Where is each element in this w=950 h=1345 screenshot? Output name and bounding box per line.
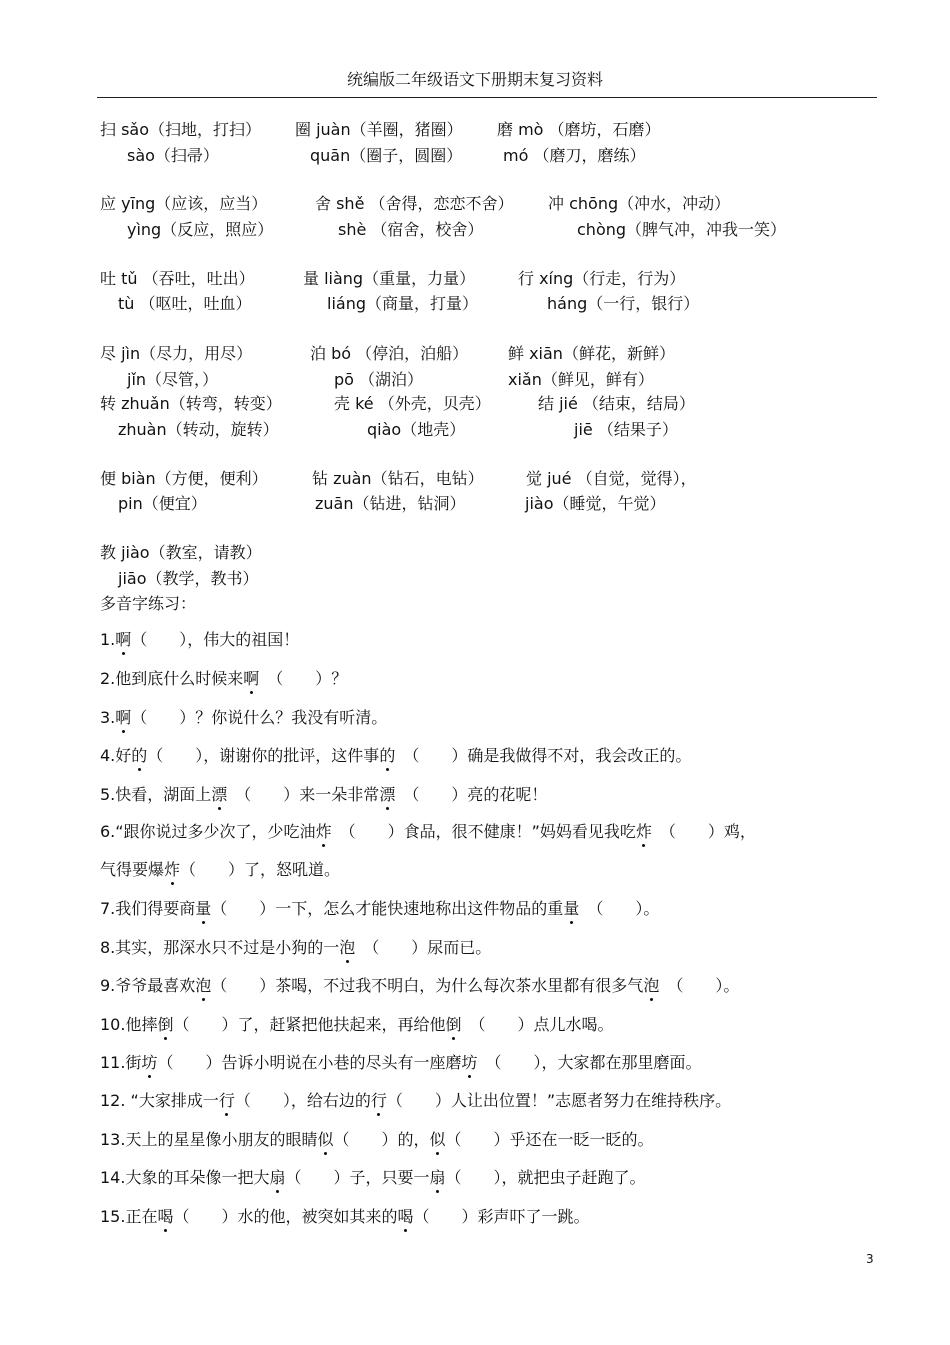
exercise-item: 1.啊（ ），伟大的祖国！ xyxy=(100,630,300,649)
entry-col1: 应 yīng（应该，应当） xyxy=(100,194,268,213)
entry-col2: 钻 zuàn（钻石，电钻） xyxy=(312,469,484,488)
exercise-item: 6.“跟你说过多少次了，少吃油炸 （ ）食品，很不健康！”妈妈看见我吃炸 （ ）鸡， xyxy=(100,822,756,841)
entry-col2: liáng（商量，打量） xyxy=(327,294,478,313)
marked-character: 倒 xyxy=(157,1015,174,1034)
entry-col3: 结 jié （结束，结局） xyxy=(538,394,695,413)
marked-character: 的 xyxy=(379,746,396,765)
marked-character: 行 xyxy=(218,1091,235,1110)
page-number: 3 xyxy=(866,1252,874,1266)
entry-col2: shè （宿舍，校舍） xyxy=(338,220,484,239)
entry-col3: mó （磨刀，磨练） xyxy=(503,146,646,165)
entry-col1: 教 jiào（教室，请教） xyxy=(100,543,262,562)
marked-character: 漂 xyxy=(211,785,228,804)
marked-character: 似 xyxy=(429,1130,446,1149)
exercise-item: 7.我们得要商量（ ）一下，怎么才能快速地称出这件物品的重量 （ ）。 xyxy=(100,899,660,918)
marked-character: 泡 xyxy=(643,976,660,995)
entry-col1: sào（扫帚） xyxy=(127,146,219,165)
entry-col3: 觉 jué （自觉，觉得）， xyxy=(526,469,697,488)
exercise-item: 10.他摔倒（ ）了，赶紧把他扶起来，再给他倒 （ ）点儿水喝。 xyxy=(100,1015,614,1034)
exercise-item: 2.他到底什么时候来啊 （ ）？ xyxy=(100,669,348,688)
entry-col1: 转 zhuǎn（转弯，转变） xyxy=(100,394,282,413)
entry-col3: jiào（睡觉，午觉） xyxy=(525,494,666,513)
exercise-item: 12. “大家排成一行（ ），给右边的行（ ）人让出位置！”志愿者努力在维持秩序。 xyxy=(100,1091,732,1110)
marked-character: 扇 xyxy=(269,1168,286,1187)
marked-character: 啊 xyxy=(243,669,260,688)
entry-col2: 圈 juàn（羊圈，猪圈） xyxy=(295,120,463,139)
entry-col1: 吐 tǔ （吞吐，吐出） xyxy=(100,269,255,288)
exercise-item: 13.天上的星星像小朋友的眼睛似（ ）的，似（ ）乎还在一眨一眨的。 xyxy=(100,1130,654,1149)
exercise-item: 4.好的（ ），谢谢你的批评，这件事的 （ ）确是我做得不对，我会改正的。 xyxy=(100,746,692,765)
marked-character: 炸 xyxy=(635,822,652,841)
entry-col1: jǐn（尽管，） xyxy=(127,370,219,389)
entry-col3: chòng（脾气冲，冲我一笑） xyxy=(577,220,787,239)
marked-character: 啊 xyxy=(115,708,132,727)
entry-col2: quān（圈子，圆圈） xyxy=(310,146,463,165)
marked-character: 喝 xyxy=(397,1207,414,1226)
marked-character: 坊 xyxy=(141,1053,158,1072)
marked-character: 泡 xyxy=(339,938,356,957)
entry-col1: tù （呕吐，吐血） xyxy=(118,294,252,313)
entry-col1: jiāo（教学，教书） xyxy=(118,569,259,588)
marked-character: 炸 xyxy=(315,822,332,841)
exercise-section-title: 多音字练习： xyxy=(100,594,197,613)
entry-col3: jiē （结果子） xyxy=(574,420,678,439)
exercise-item: 5.快看，湖面上漂 （ ）来一朵非常漂 （ ）亮的花呢！ xyxy=(100,785,548,804)
marked-character: 坊 xyxy=(461,1053,478,1072)
exercise-item: 3.啊（ ）？你说什么？我没有听清。 xyxy=(100,708,388,727)
entry-col2: 泊 bó （停泊，泊船） xyxy=(310,344,469,363)
entry-col3: 磨 mò （磨坊，石磨） xyxy=(497,120,661,139)
marked-character: 啊 xyxy=(115,630,132,649)
marked-character: 泡 xyxy=(195,976,212,995)
entry-col3: háng（一行，银行） xyxy=(547,294,700,313)
entry-col1: pin（便宜） xyxy=(118,494,207,513)
marked-character: 量 xyxy=(195,899,212,918)
entry-col1: 尽 jìn（尽力，用尽） xyxy=(100,344,253,363)
entry-col2: 舍 shě （舍得，恋恋不舍） xyxy=(315,194,514,213)
header-rule xyxy=(97,97,877,98)
exercise-item: 9.爷爷最喜欢泡（ ）茶喝，不过我不明白，为什么每次茶水里都有很多气泡 （ ）。 xyxy=(100,976,740,995)
entry-col1: 扫 sǎo（扫地，打扫） xyxy=(100,120,262,139)
marked-character: 量 xyxy=(563,899,580,918)
entry-col2: pō （湖泊） xyxy=(334,370,424,389)
exercise-item: 11.街坊（ ）告诉小明说在小巷的尽头有一座磨坊 （ ），大家都在那里磨面。 xyxy=(100,1053,702,1072)
marked-character: 扇 xyxy=(429,1168,446,1187)
entry-col3: xiǎn（鲜见，鲜有） xyxy=(508,370,654,389)
entry-col3: 冲 chōng（冲水，冲动） xyxy=(548,194,731,213)
exercise-item-continued: 气得要爆炸（ ）了，怒吼道。 xyxy=(100,860,341,879)
marked-character: 漂 xyxy=(379,785,396,804)
marked-character: 似 xyxy=(317,1130,334,1149)
marked-character: 的 xyxy=(131,746,148,765)
entry-col2: 量 liàng（重量，力量） xyxy=(303,269,476,288)
entry-col2: qiào（地壳） xyxy=(367,420,466,439)
entry-col2: zuān（钻进，钻洞） xyxy=(315,494,466,513)
entry-col1: yìng（反应，照应） xyxy=(127,220,274,239)
page-header-title: 统编版二年级语文下册期末复习资料 xyxy=(346,70,603,89)
entry-col2: 壳 ké （外壳，贝壳） xyxy=(334,394,491,413)
exercise-item: 14.大象的耳朵像一把大扇（ ）子，只要一扇（ ），就把虫子赶跑了。 xyxy=(100,1168,646,1187)
entry-col1: zhuàn（转动，旋转） xyxy=(118,420,279,439)
exercise-item: 8.其实，那深水只不过是小狗的一泡 （ ）尿而已。 xyxy=(100,938,492,957)
marked-character: 炸 xyxy=(164,860,181,879)
marked-character: 倒 xyxy=(445,1015,462,1034)
entry-col3: 鲜 xiān（鲜花，新鲜） xyxy=(508,344,675,363)
marked-character: 喝 xyxy=(157,1207,174,1226)
marked-character: 行 xyxy=(370,1091,387,1110)
entry-col1: 便 biàn（方便，便利） xyxy=(100,469,268,488)
entry-col3: 行 xíng（行走，行为） xyxy=(518,269,686,288)
exercise-item: 15.正在喝（ ）水的他，被突如其来的喝（ ）彩声吓了一跳。 xyxy=(100,1207,590,1226)
